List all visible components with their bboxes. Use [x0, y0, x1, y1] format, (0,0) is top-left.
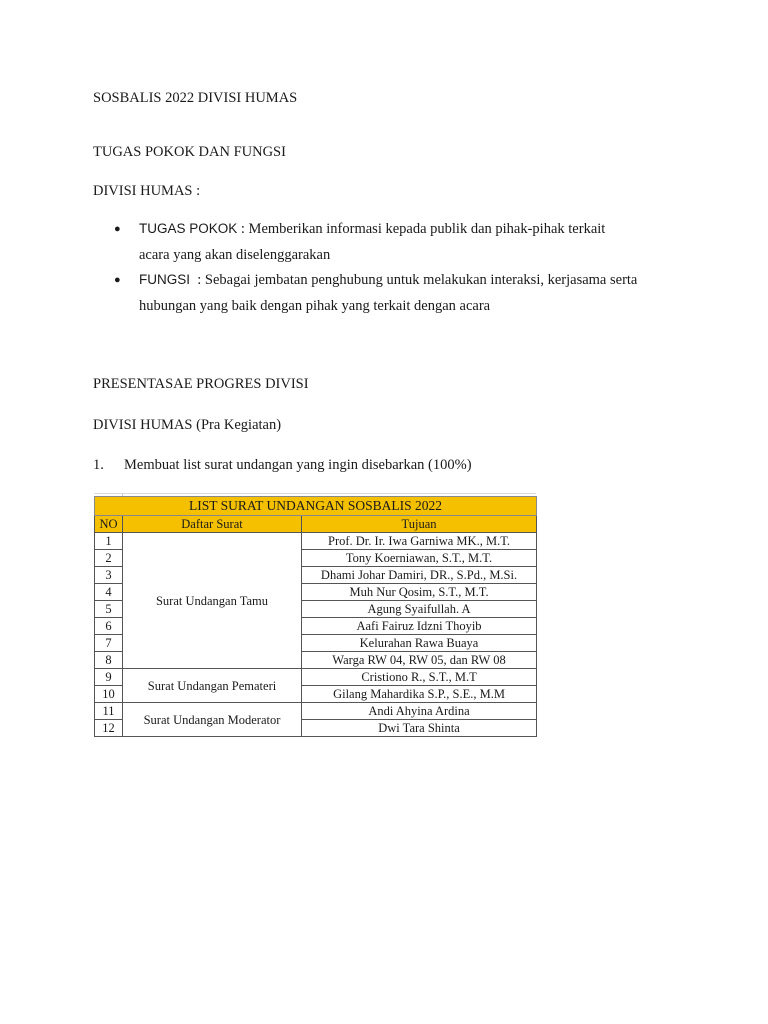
row-recipient: Dhami Johar Damiri, DR., S.Pd., M.Si.: [302, 567, 537, 584]
row-recipient: Agung Syaifullah. A: [302, 601, 537, 618]
table-title: LIST SURAT UNDANGAN SOSBALIS 2022: [95, 497, 537, 516]
table-top-tick: [122, 493, 123, 496]
row-recipient: Prof. Dr. Ir. Iwa Garniwa MK., M.T.: [302, 533, 537, 550]
category-cell: Surat Undangan Tamu: [123, 533, 302, 669]
row-number: 5: [95, 601, 123, 618]
row-recipient: Aafi Fairuz Idzni Thoyib: [302, 618, 537, 635]
bullet-dot-icon: ●: [114, 274, 121, 286]
row-number: 4: [95, 584, 123, 601]
category-cell: Surat Undangan Moderator: [123, 703, 302, 737]
table-title-row: [95, 497, 537, 516]
task-text: Membuat list surat undangan yang ingin disebarkan (100%): [124, 457, 472, 473]
row-number: 8: [95, 652, 123, 669]
table-top-edge: [94, 493, 536, 494]
row-recipient: Gilang Mahardika S.P., S.E., M.M: [302, 686, 537, 703]
task-item: [93, 456, 472, 474]
document-heading: SOSBALIS 2022 DIVISI HUMAS: [93, 90, 298, 106]
row-number: 2: [95, 550, 123, 567]
row-recipient: Warga RW 04, RW 05, dan RW 08: [302, 652, 537, 669]
header-tujuan: Tujuan: [302, 516, 537, 533]
bullet-term: TUGAS POKOK: [139, 221, 238, 236]
invitation-table: [94, 496, 537, 737]
progress-title: PRESENTASAE PROGRES DIVISI: [93, 376, 309, 392]
bullet-line2: acara yang akan diselenggarakan: [139, 247, 331, 263]
row-recipient: Dwi Tara Shinta: [302, 720, 537, 737]
division-label: DIVISI HUMAS :: [93, 183, 201, 199]
row-number: 10: [95, 686, 123, 703]
row-number: 6: [95, 618, 123, 635]
header-no: NO: [95, 516, 123, 533]
row-recipient: Andi Ahyina Ardina: [302, 703, 537, 720]
row-number: 3: [95, 567, 123, 584]
progress-subtitle: DIVISI HUMAS (Pra Kegiatan): [93, 417, 282, 433]
table-row: [95, 533, 537, 550]
table-row: [95, 669, 537, 686]
bullet-dot-icon: ●: [114, 223, 121, 235]
row-number: 9: [95, 669, 123, 686]
row-recipient: Cristiono R., S.T., M.T: [302, 669, 537, 686]
bullet-text: [139, 216, 689, 268]
bullet-term: FUNGSI: [139, 272, 191, 287]
row-number: 11: [95, 703, 123, 720]
section-title: TUGAS POKOK DAN FUNGSI: [93, 144, 286, 160]
row-number: 7: [95, 635, 123, 652]
row-number: 12: [95, 720, 123, 737]
bullet-line1: : Memberikan informasi kepada publik dan pihak-pihak terkait: [237, 221, 606, 237]
row-number: 1: [95, 533, 123, 550]
table-header-row: [95, 516, 537, 533]
header-daftar-surat: Daftar Surat: [123, 516, 302, 533]
row-recipient: Tony Koerniawan, S.T., M.T.: [302, 550, 537, 567]
bullet-text: [139, 267, 689, 319]
table-row: [95, 703, 537, 720]
row-recipient: Muh Nur Qosim, S.T., M.T.: [302, 584, 537, 601]
task-number: 1.: [93, 457, 104, 473]
invitation-table-wrapper: [94, 496, 536, 737]
bullet-line1: : Sebagai jembatan penghubung untuk melakukan interaksi, kerjasama serta: [190, 272, 638, 288]
category-cell: Surat Undangan Pemateri: [123, 669, 302, 703]
bullet-line2: hubungan yang baik dengan pihak yang terkait dengan acara: [139, 298, 491, 314]
row-recipient: Kelurahan Rawa Buaya: [302, 635, 537, 652]
